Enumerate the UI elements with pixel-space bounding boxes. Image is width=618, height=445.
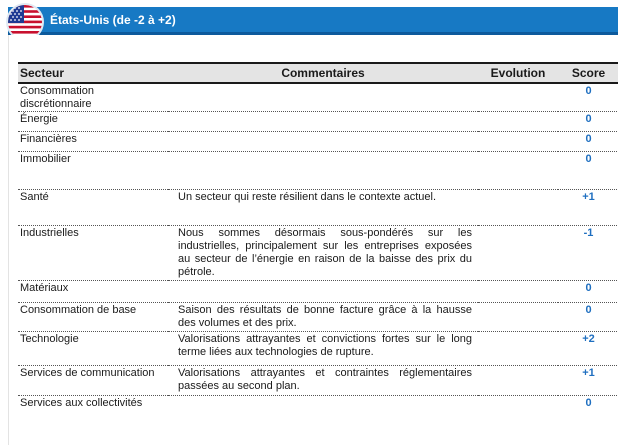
table-row	[18, 332, 618, 366]
evolution-cell	[478, 332, 558, 366]
comment-cell	[168, 132, 478, 152]
comment-cell	[168, 396, 478, 428]
page-title: États-Unis (de -2 à +2)	[50, 13, 176, 27]
table-row	[18, 83, 618, 112]
sector-cell: Immobilier	[18, 152, 168, 190]
sector-cell: Énergie	[18, 112, 168, 132]
table-row	[18, 281, 618, 303]
comment-cell: Un secteur qui reste résilient dans le contexte actuel.	[168, 190, 478, 226]
sector-cell: Financières	[18, 132, 168, 152]
evolution-cell	[478, 396, 558, 428]
score-cell: 0	[585, 397, 592, 409]
column-header-sector: Secteur	[18, 63, 168, 83]
column-header-evolution: Evolution	[478, 63, 558, 83]
evolution-cell	[478, 152, 558, 190]
comment-cell: Nous sommes désormais sous-pondérés sur les industrielles, principalement sur les entreprises exposées au secteur de l’énergie en raison de la baisse des prix du pétrole.	[168, 226, 478, 281]
sector-cell: Consommation de base	[18, 303, 168, 332]
comment-cell: Saison des résultats de bonne facture grâce à la hausse des volumes et des prix.	[168, 303, 478, 332]
sector-cell: Services aux collectivités	[20, 397, 143, 409]
comment-cell: Valorisations attrayantes et convictions fortes sur le long terme liées aux technologies de rupture.	[168, 332, 478, 366]
sector-cell: Services de communication	[18, 366, 168, 396]
content-panel	[8, 35, 618, 445]
score-cell: 0	[558, 303, 618, 332]
evolution-cell	[478, 132, 558, 152]
score-cell: 0	[558, 152, 618, 190]
table-row	[18, 190, 618, 226]
table-row	[18, 152, 618, 190]
evolution-cell	[478, 226, 558, 281]
section-header-bar	[8, 7, 618, 35]
table-header-row	[18, 63, 618, 83]
comment-cell: Valorisations attrayantes et contraintes réglementaires passées au second plan.	[168, 366, 478, 396]
column-header-score: Score	[558, 63, 618, 83]
sector-table	[18, 62, 618, 427]
score-cell: 0	[558, 281, 618, 303]
score-cell: 0	[558, 112, 618, 132]
sector-cell: Santé	[18, 190, 168, 226]
score-cell: 0	[558, 83, 618, 112]
table-row	[18, 112, 618, 132]
table-row	[18, 366, 618, 396]
comment-cell	[168, 152, 478, 190]
evolution-cell	[478, 190, 558, 226]
sector-cell: Consommation discrétionnaire	[18, 83, 168, 112]
table-row	[18, 132, 618, 152]
evolution-cell	[478, 112, 558, 132]
score-cell: +2	[558, 332, 618, 366]
column-header-comments: Commentaires	[168, 63, 478, 83]
sector-cell: Matériaux	[18, 281, 168, 303]
table-row	[18, 303, 618, 332]
score-cell: 0	[558, 132, 618, 152]
sector-cell: Industrielles	[18, 226, 168, 281]
comment-cell	[168, 281, 478, 303]
evolution-cell	[478, 281, 558, 303]
evolution-cell	[478, 303, 558, 332]
sector-cell: Technologie	[18, 332, 168, 366]
evolution-cell	[478, 83, 558, 112]
us-flag-icon	[8, 5, 42, 39]
comment-cell	[168, 83, 478, 112]
score-cell: +1	[558, 366, 618, 396]
evolution-cell	[478, 366, 558, 396]
table-row	[18, 396, 618, 428]
score-cell: +1	[558, 190, 618, 226]
score-cell: -1	[558, 226, 618, 281]
table-row	[18, 226, 618, 281]
comment-cell	[168, 112, 478, 132]
